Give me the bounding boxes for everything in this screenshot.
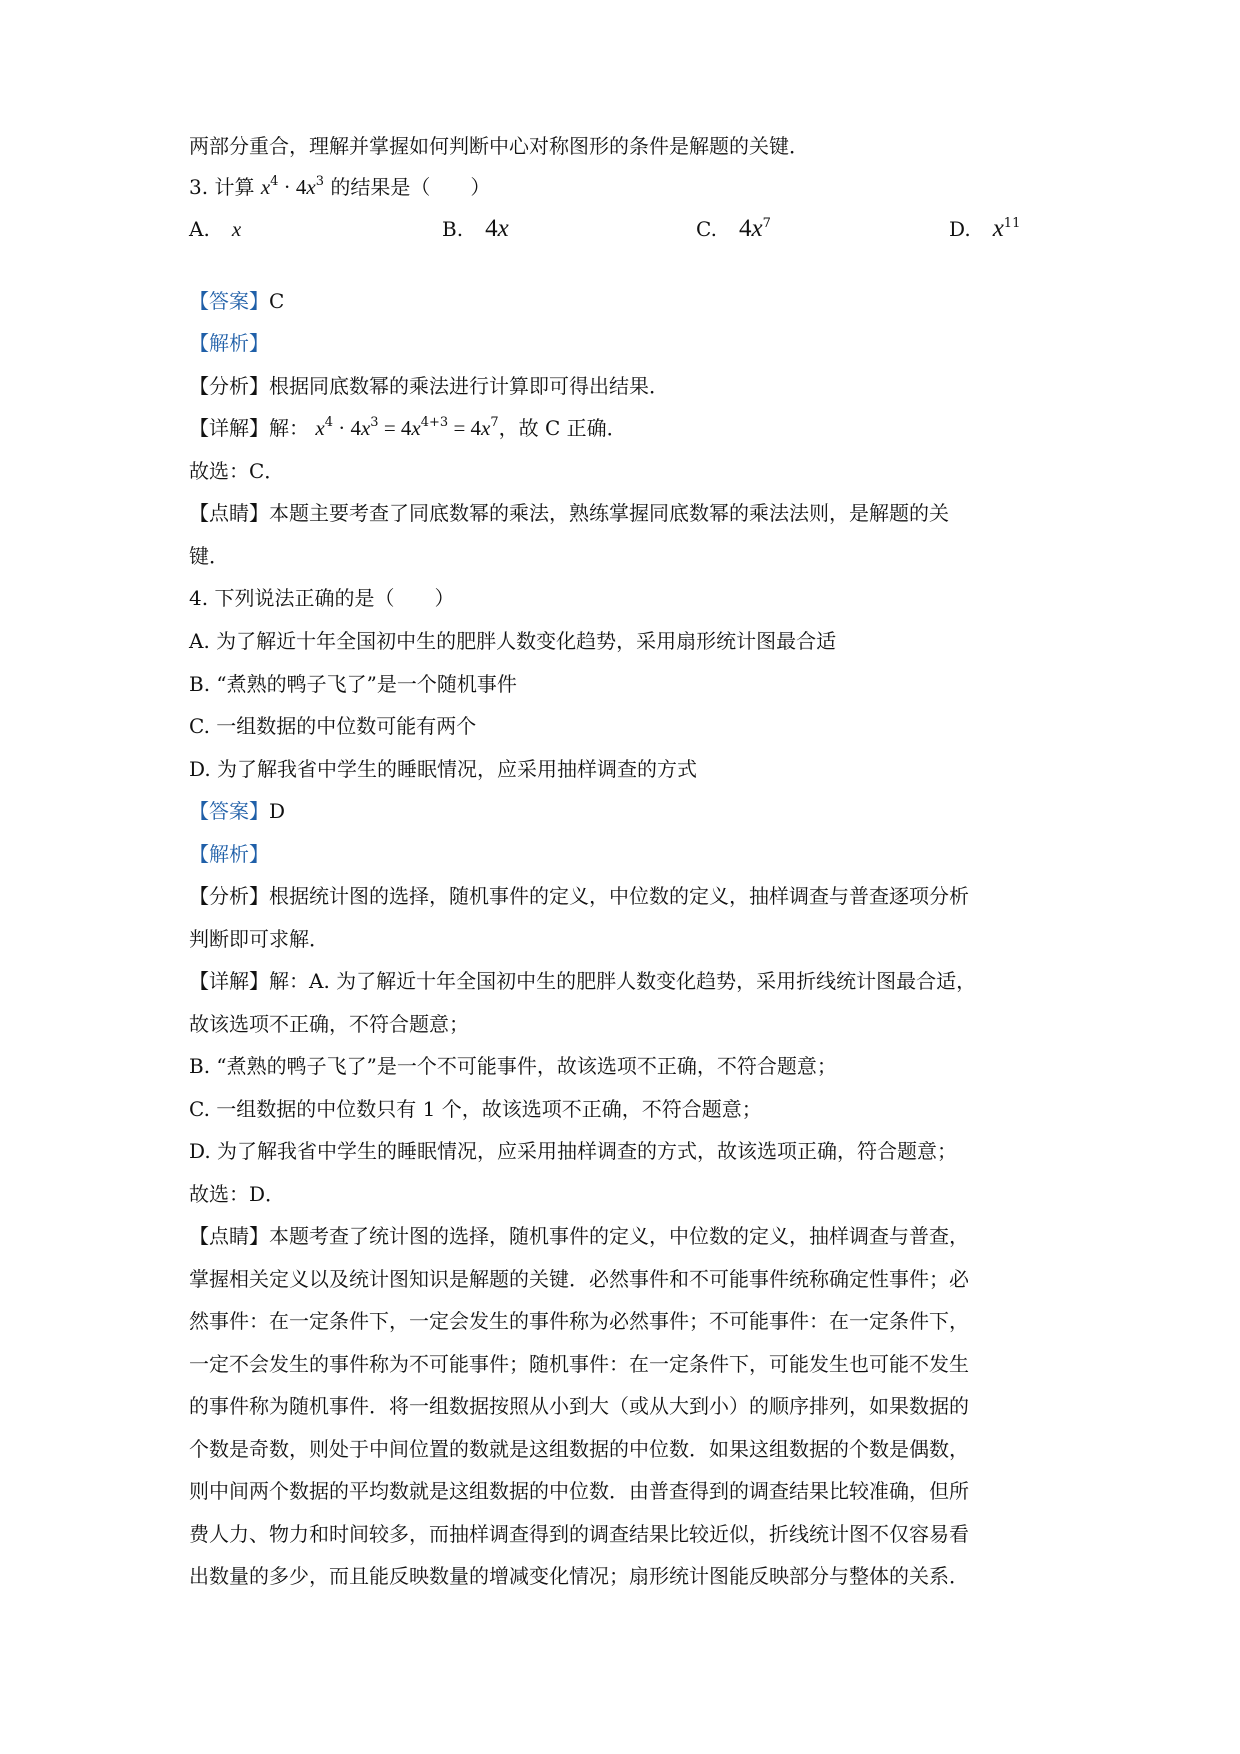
option-c (696, 214, 771, 244)
fenxi-line (189, 881, 969, 911)
question-4-stem: 4. 下列说法正确的是（ ） (189, 586, 455, 610)
analysis-tag: 【解析】 (189, 842, 269, 866)
solution-text: 解： (269, 416, 309, 440)
fenxi-tag: 【分析】 (189, 374, 269, 398)
text-line: 的事件称为随机事件．将一组数据按照从小到大（或从大到小）的顺序排列，如果数据的 (189, 1394, 969, 1418)
dianjing-text: 本题考查了统计图的选择，随机事件的定义，中位数的定义，抽样调查与普查， (269, 1224, 969, 1248)
answer-value: C (269, 289, 285, 313)
text-line: 个数是奇数，则处于中间位置的数就是这组数据的中位数．如果这组数据的个数是偶数， (189, 1437, 969, 1461)
option-a: A. 为了解近十年全国初中生的肥胖人数变化趋势，采用扇形统计图最合适 (189, 629, 837, 653)
answer-line (189, 796, 285, 826)
answer-line (189, 286, 284, 316)
option-exp: 7 (762, 216, 771, 231)
solution-line (189, 966, 976, 996)
math-exp: 3 (370, 415, 379, 430)
text-line: 键． (189, 544, 229, 568)
text-line: 故该选项不正确，不符合题意； (189, 1012, 469, 1036)
math-op: · 4 (278, 175, 307, 199)
math-var: x (315, 416, 325, 440)
fenxi-line (189, 371, 669, 401)
text-line: 掌握相关定义以及统计图知识是解题的关键．必然事件和不可能事件统称确定性事件；必 (189, 1267, 969, 1291)
text-line: 则中间两个数据的平均数就是这组数据的中位数．由普查得到的调查结果比较准确，但所 (189, 1479, 969, 1503)
text-line: 两部分重合，理解并掌握如何判断中心对称图形的条件是解题的关键． (189, 134, 809, 158)
conclusion-line: 故选：D． (189, 1182, 286, 1206)
math-var: x (360, 416, 371, 440)
option-c: C. 一组数据的中位数可能有两个 (189, 714, 477, 738)
math-op: · 4 (332, 416, 361, 440)
fenxi-text: 根据同底数幂的乘法进行计算即可得出结果． (269, 374, 669, 398)
option-b: B. “煮熟的鸭子飞了”是一个随机事件 (189, 672, 517, 696)
text-line: D. 为了解我省中学生的睡眠情况，应采用抽样调查的方式，故该选项正确，符合题意； (189, 1139, 958, 1163)
solution-tag: 【详解】 (189, 969, 269, 993)
dianjing-tag: 【点睛】 (189, 1224, 269, 1248)
solution-tag: 【详解】 (189, 416, 269, 440)
option-coef: 4 (485, 215, 498, 242)
math-exp: 4 (270, 174, 279, 189)
answer-tag: 【答案】 (189, 799, 269, 823)
text-line: 一定不会发生的事件称为不可能事件；随机事件：在一定条件下，可能发生也可能不发生 (189, 1352, 969, 1376)
math-op: = 4 (448, 416, 482, 440)
dianjing-text: 本题主要考查了同底数幂的乘法，熟练掌握同底数幂的乘法法则，是解题的关 (269, 501, 949, 525)
dianjing-line (189, 498, 949, 528)
text-line: B. “煮熟的鸭子飞了”是一个不可能事件，故该选项不正确，不符合题意； (189, 1054, 837, 1078)
math-exp: 7 (490, 415, 499, 430)
math-var: x (411, 416, 421, 440)
option-d: D. 为了解我省中学生的睡眠情况，应采用抽样调查的方式 (189, 757, 698, 781)
text-line: 费人力、物力和时间较多，而抽样调查得到的调查结果比较近似，折线统计图不仅容易看 (189, 1522, 969, 1546)
fenxi-tag: 【分析】 (189, 884, 269, 908)
option-var: x (751, 215, 763, 242)
option-label: D. (949, 217, 971, 241)
conclusion-line: 故选：C． (189, 459, 285, 483)
option-label: C. (696, 217, 717, 241)
option-label: A. (189, 217, 210, 241)
fenxi-text: 根据统计图的选择，随机事件的定义，中位数的定义，抽样调查与普查逐项分析 (269, 884, 969, 908)
answer-value: D (269, 799, 286, 823)
dianjing-line (189, 1221, 969, 1251)
answer-tag: 【答案】 (189, 289, 269, 313)
option-var: x (992, 215, 1004, 242)
question-3-stem (189, 172, 490, 202)
solution-line (189, 413, 627, 443)
math-exp: 4 (324, 415, 333, 430)
option-exp: 11 (1003, 216, 1021, 231)
math-exp: 3 (315, 174, 325, 189)
math-var: x (260, 175, 271, 199)
option-value: x (231, 217, 242, 241)
text-line: 出数量的多少，而且能反映数量的增减变化情况；扇形统计图能反映部分与整体的关系． (189, 1564, 969, 1588)
solution-text: 解：A. 为了解近十年全国初中生的肥胖人数变化趋势，采用折线统计图最合适， (269, 969, 977, 993)
question-text: 的结果是（ ） (330, 175, 491, 199)
option-var: x (497, 215, 509, 242)
math-op: = 4 (378, 416, 412, 440)
dianjing-tag: 【点睛】 (189, 501, 269, 525)
math-exp: 4+3 (420, 415, 449, 430)
math-var: x (306, 175, 316, 199)
option-a (189, 214, 241, 244)
text-line: 然事件：在一定条件下，一定会发生的事件称为必然事件；不可能事件：在一定条件下， (189, 1309, 969, 1333)
text-line: 判断即可求解． (189, 927, 329, 951)
option-label: B. (442, 217, 464, 241)
question-text: 3. 计算 (189, 175, 255, 199)
option-d (949, 214, 1020, 244)
text-line: C. 一组数据的中位数只有 1 个，故该选项不正确，不符合题意； (189, 1097, 762, 1121)
option-b (442, 214, 509, 244)
option-coef: 4 (738, 215, 752, 242)
math-var: x (481, 416, 491, 440)
analysis-tag: 【解析】 (189, 331, 269, 355)
solution-text: ，故 C 正确． (498, 416, 627, 440)
